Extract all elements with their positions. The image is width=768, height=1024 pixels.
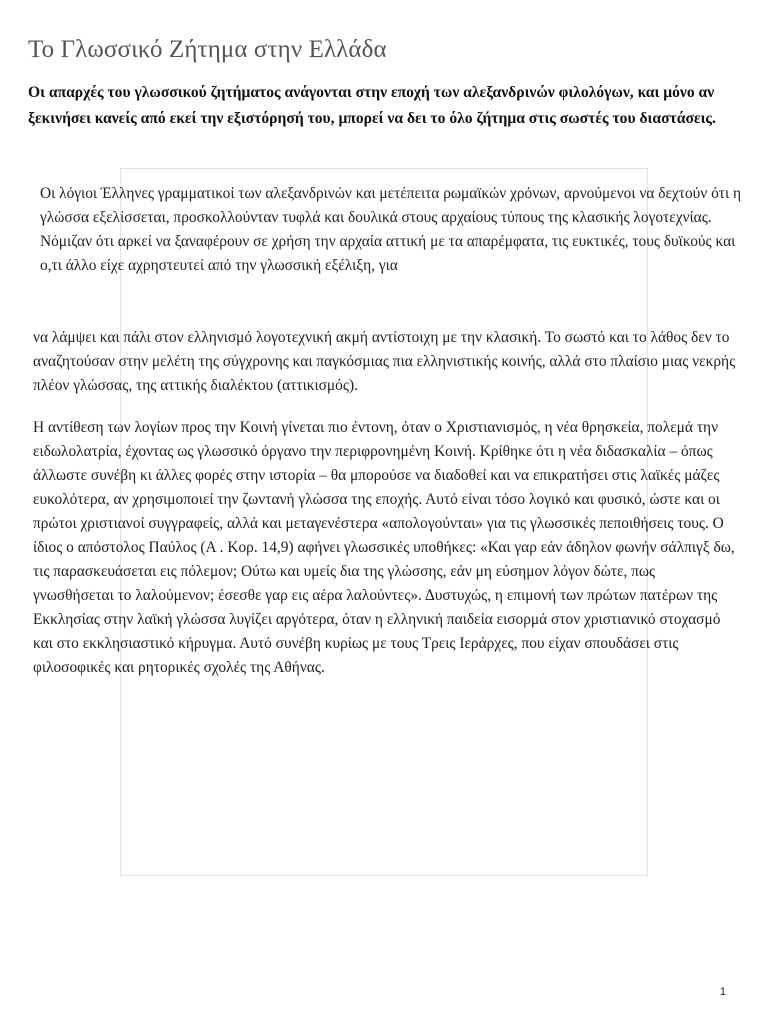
- body-paragraph-1: Οι λόγιοι Έλληνες γραμματικοί των αλεξανδρινών και μετέπειτα ρωμαϊκών χρόνων, αρνούμενοι να δεχτούν ότι η γλώσσα εξελίσσεται, προσκολλούνταν τυφλά και δουλικά στους αρχαίους τύπους της κλασικής λογοτεχνίας. Νόμιζαν ότι αρκεί να ξαναφέρουν σε χρήση την αρχαία αττική με τα απαρέμφατα, τις ευκτικές, τους δυϊκούς και ο,τι άλλο είχε αχρηστευτεί από την γλωσσική εξέλιξη, για: [40, 185, 741, 274]
- body-paragraph-2: να λάμψει και πάλι στον ελληνισμό λογοτεχνική ακμή αντίστοιχη με την κλασική. Το σωστό και το λάθος δεν το αναζητούσαν στην μελέτη της σύγχρονης και παγκόσμιας πια ελληνιστικής κοινής, αλλά στο πλαίσιο μιας νεκρής πλέον γλώσσας, της αττικής διαλέκτου (αττικισμός).: [33, 329, 736, 394]
- body-paragraph-3: Η αντίθεση των λογίων προς την Κοινή γίνεται πιο έντονη, όταν ο Χριστιανισμός, η νέα θρησκεία, πολεμά την ειδωλολατρία, έχοντας ως γλωσσικό όργανο την περιφρονημένη Κοινή. Κρίθηκε ότι η νέα διδασκαλία – όπως άλλωστε συνέβη κι άλλες φορές στην ιστορία – θα μπορούσε να διαδοθεί και να επικρατήσει στις λαϊκές μάζες ευκολότερα, αν χρησιμοποιεί την ζωντανή γλώσσα της εποχής. Αυτό είναι τόσο λογικό και φυσικό, ώστε και οι πρώτοι χριστιανοί συγγραφείς, αλλά και μεταγενέστερα «απολογούνται» για τις γλωσσικές πεποιθήσεις τους. Ο ίδιος ο απόστολος Παύλος (Α . Κορ. 14,9) αφήνει γλωσσικές υποθήκες: «Και γαρ εάν άδηλον φωνήν σάλπιγξ δω, τις παρασκευάσεται εις πόλεμον; Ούτω και υμείς δια της γλώσσης, εάν μη εύσημον λόγον δώτε, πως γνωσθήσεται το λαλούμενον; έσεσθε γαρ εις αέρα λαλούντες». Δυστυχώς, η επιμονή των πρώτων πατέρων της Εκκλησίας στην λαϊκή γλώσσα λυγίζει αργότερα, όταν η ελληνική παιδεία εισορμά στον χριστιανικό στοχασμό και στο εκκλησιαστικό κήρυγμα. Αυτό συνέβη κυρίως με τους Τρεις Ιεράρχες, που είχαν σπουδάσει στις φιλοσοφικές και ρητορικές σχολές της Αθήνας.: [33, 419, 735, 676]
- lead-paragraph: Οι απαρχές του γλωσσικού ζητήματος ανάγονται στην εποχή των αλεξανδρινών φιλολόγων, και μόνο αν ξεκινήσει κανείς από εκεί την εξιστόρησή του, μπορεί να δει το όλο ζήτημα στις σωστές του διαστάσεις.: [28, 84, 716, 127]
- page-title: Το Γλωσσικό Ζήτημα στην Ελλάδα: [28, 36, 387, 63]
- page-number: 1: [719, 986, 726, 998]
